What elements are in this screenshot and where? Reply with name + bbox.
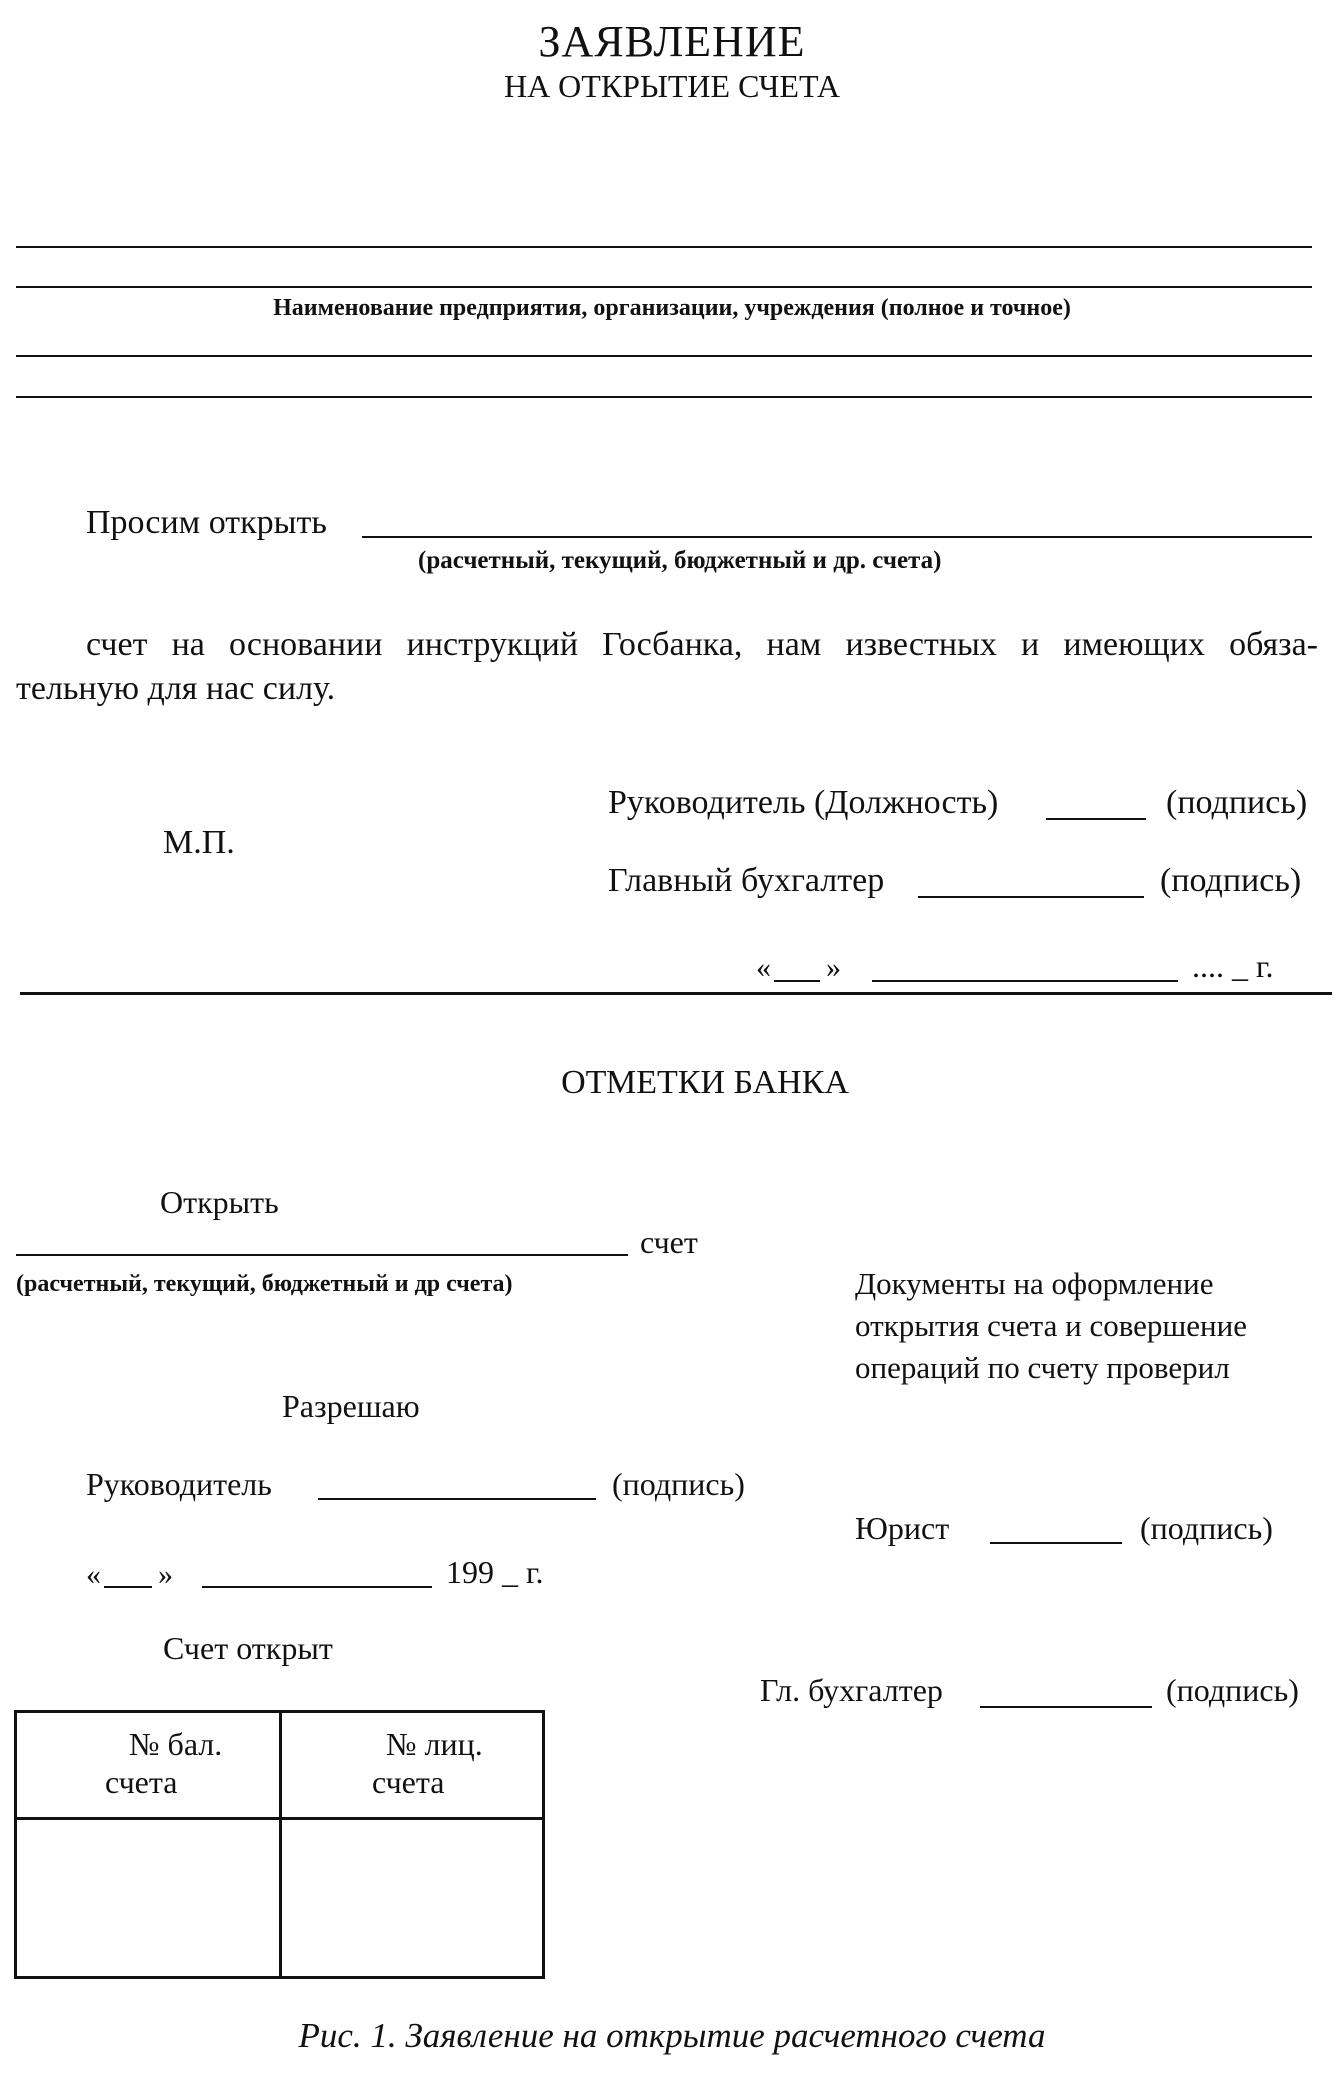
- account-opened-label: Счет открыт: [163, 1630, 333, 1666]
- org-line-1[interactable]: [16, 246, 1312, 248]
- personal-account-cell[interactable]: [281, 1819, 544, 1978]
- chief-accountant-signature-caption: (подпись): [1166, 1672, 1299, 1708]
- bank-date-close-quote: »: [158, 1558, 173, 1591]
- lawyer-signature-caption: (подпись): [1140, 1510, 1273, 1546]
- balance-account-cell[interactable]: [16, 1819, 281, 1978]
- org-line-3[interactable]: [16, 355, 1312, 357]
- docs-checked-2: открытия счета и совершение: [855, 1308, 1247, 1343]
- stamp-label: М.П.: [163, 824, 235, 861]
- manager-label: Руководитель: [86, 1466, 272, 1502]
- date-year: .... _ г.: [1192, 948, 1274, 984]
- date-close-quote: »: [826, 951, 841, 984]
- personal-account-header-2: счета: [372, 1764, 445, 1801]
- page-subtitle: НА ОТКРЫТИЕ СЧЕТА: [503, 68, 841, 104]
- figure-caption: Рис. 1. Заявление на открытие расчетного счета: [298, 2016, 1046, 2055]
- org-line-2[interactable]: [16, 286, 1312, 288]
- director-signature-caption: (подпись): [1166, 784, 1308, 821]
- org-line-4[interactable]: [16, 396, 1312, 398]
- bank-date-year: 199 _ г.: [446, 1554, 544, 1590]
- section-divider: [20, 992, 1332, 995]
- director-label: Руководитель (Должность): [608, 784, 999, 821]
- chief-accountant-signature-line[interactable]: [980, 1706, 1152, 1708]
- bank-date-month-line[interactable]: [202, 1586, 432, 1588]
- accountant-label: Главный бухгалтер: [608, 862, 885, 899]
- lawyer-signature-line[interactable]: [990, 1542, 1122, 1544]
- docs-checked-1: Документы на оформление: [855, 1266, 1214, 1301]
- bank-account-word: счет: [640, 1224, 698, 1260]
- request-label: Просим открыть: [86, 504, 327, 541]
- date-open-quote: «: [756, 951, 771, 984]
- balance-account-header: [16, 1712, 281, 1819]
- date-month-line[interactable]: [872, 980, 1178, 982]
- date-day-line[interactable]: [774, 980, 820, 982]
- bank-account-line[interactable]: [16, 1254, 628, 1256]
- lawyer-label: Юрист: [855, 1510, 950, 1546]
- account-type-caption: (расчетный, текущий, бюджетный и др. счета): [418, 547, 942, 574]
- org-caption: Наименование предприятия, организации, учреждения (полное и точное): [273, 295, 1071, 321]
- bank-account-caption: (расчетный, текущий, бюджетный и др счета): [16, 1271, 513, 1297]
- page-title: ЗАЯВЛЕНИЕ: [538, 17, 806, 66]
- bank-open-label: Открыть: [160, 1184, 279, 1220]
- account-numbers-table: [14, 1710, 545, 1979]
- balance-account-header-2: счета: [105, 1764, 178, 1801]
- personal-account-header: [281, 1712, 544, 1819]
- accountant-signature-line[interactable]: [918, 896, 1144, 898]
- request-text-2: тельную для нас силу.: [16, 670, 336, 707]
- chief-accountant-label: Гл. бухгалтер: [760, 1672, 943, 1708]
- permit-label: Разрешаю: [282, 1388, 420, 1424]
- manager-signature-caption: (подпись): [612, 1466, 745, 1502]
- accountant-signature-caption: (подпись): [1160, 862, 1302, 899]
- docs-checked-3: операций по счету проверил: [855, 1350, 1230, 1385]
- manager-signature-line[interactable]: [318, 1498, 596, 1500]
- bank-date-day-line[interactable]: [104, 1586, 152, 1588]
- director-signature-line[interactable]: [1046, 818, 1146, 820]
- balance-account-header-1: № бал.: [129, 1726, 223, 1762]
- table-header-row: [16, 1712, 544, 1819]
- account-type-line[interactable]: [362, 536, 1312, 538]
- request-text-1: счет на основании инструкций Госбанка, нам известных и имеющих обяза-: [86, 626, 1318, 663]
- table-row: [16, 1819, 544, 1978]
- personal-account-header-1: № лиц.: [386, 1726, 483, 1762]
- bank-heading: ОТМЕТКИ БАНКА: [561, 1064, 849, 1101]
- bank-date-open-quote: «: [86, 1558, 101, 1591]
